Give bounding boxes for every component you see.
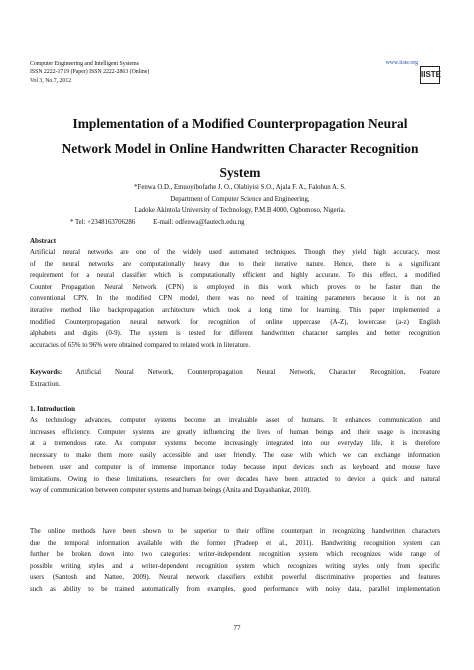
author-contact <box>70 219 245 226</box>
intro-line: users (Santosh and Nattee, 2009). Neural network classifiers exhibit powerful discriminative properties and features <box>30 574 440 582</box>
title-line: System <box>219 165 261 180</box>
intro-line: such as ability to be trained automatically from examples, good performance with noisy data, parallel implementation <box>30 585 440 593</box>
intro-line: limitations. Owing to these limitations, researchers for over decades have been attracted to device a quick and natural <box>30 475 440 483</box>
abstract-line: modified Counterpropagation neural network for recognition of online uppercase (A-Z), lowercase (a-z) English <box>30 318 440 326</box>
abstract-line: accuracies of 65% to 96% were obtained compared to related work in literature. <box>30 341 251 349</box>
intro-line: necessary to make them more easily accessible and user friendly. The ease with which we can exchange information <box>30 452 440 460</box>
intro-line: between user and computer is of immense importance today because input devices such as keyboard and mouse have <box>30 463 440 471</box>
page-number: 77 <box>233 624 241 632</box>
intro-line: at a tremendous rate. As computer systems become increasingly integrated into our everyday life, it is therefore <box>30 440 440 448</box>
journal-website-link[interactable]: www.iiste.org <box>385 60 418 66</box>
abstract-heading: Abstract <box>30 237 57 245</box>
journal-name: Computer Engineering and Intelligent Systems <box>30 61 139 67</box>
intro-line: further be broken down into two categories: writer-independent recognition system which recognizes wide range of <box>30 551 440 559</box>
journal-issn: ISSN 2222-1719 (Paper) ISSN 2222-2863 (Online) <box>30 69 150 76</box>
abstract-line: iterative method like backpropagation architecture which took a long time for learning. This paper implemented a <box>30 306 440 314</box>
intro-line: The online methods have been shown to be superior to their offline counterpart in recognizing handwritten characters <box>30 528 440 535</box>
journal-volume: Vol 3, No.7, 2012 <box>30 77 72 84</box>
paper-title <box>50 112 430 186</box>
abstract-line: conventional CPN. In the modified CPN model, there was no need of training parameters because it is not an <box>30 295 440 303</box>
abstract-line: of the neural networks are computationally heavy due to their iterative nature. Hence, there is a significant <box>30 260 440 268</box>
abstract-line: requirement for a neural classifier which is computationally efficient and highly accurate. To this effect, a modified <box>30 272 440 280</box>
abstract-line: alphabets and digits (0-9). The system is tested for different handwritten character samples and better recognition <box>30 330 440 338</box>
intro-line: due the temporal information available with the former (Pradeep et al., 2011). Handwriting recognition system can <box>30 539 440 547</box>
intro-line: As technology advances, computer systems become an invaluable asset of humans. It enhances communication and <box>30 417 440 424</box>
title-line: Implementation of a Modified Counterpropagation Neural <box>72 116 408 131</box>
abstract-line: Counter Propagation Neural Network (CPN) is employed in this work which proves to be faster than the <box>30 283 440 291</box>
introduction-heading: 1. Introduction <box>30 405 75 413</box>
author-email: E-mail: odfenwa@lautech.edu.ng <box>153 219 245 226</box>
author-department: Department of Computer Science and Engineering, <box>170 195 310 203</box>
iiste-logo: IISTE <box>420 66 440 84</box>
author-names: *Fenwa O.D., Emuoyibofarhe J. O., Olabiyisi S.O., Ajala F. A., Falohun A. S. <box>134 184 346 191</box>
keywords-line-2: Extraction. <box>30 380 61 388</box>
author-block <box>40 182 440 217</box>
abstract-line: Artificial neural networks are one of the widely used automated techniques. Though they yield high accuracy, most <box>30 249 440 256</box>
keywords <box>30 367 440 390</box>
introduction-paragraph-1 <box>30 415 440 497</box>
intro-line: way of communication between computer systems and human beings (Anita and Dayashankar, 2010). <box>30 487 312 495</box>
keywords-label: Keywords: <box>30 369 63 376</box>
author-phone: * Tel: +2348163706286 <box>70 219 136 226</box>
keywords-line <box>30 367 440 379</box>
intro-line: increases efficiency. Computer systems are greatly influencing the lives of human beings and their usage is increasing <box>30 428 440 436</box>
author-institution: Ladoke Akintola University of Technology, P.M.B 4000, Ogbomoso, Nigeria. <box>134 207 346 214</box>
abstract-text <box>30 247 440 351</box>
title-line: Network Model in Online Handwritten Character Recognition <box>61 140 419 156</box>
intro-line: possible writing styles and a writer-dependent recognition system which recognizes writing styles only from specific <box>30 562 440 570</box>
journal-header <box>30 60 149 85</box>
introduction-paragraph-2 <box>30 526 440 596</box>
keywords-list: Artificial Neural Network, Counterpropagation Neural Network, Character Recognition, Feature <box>62 369 440 376</box>
